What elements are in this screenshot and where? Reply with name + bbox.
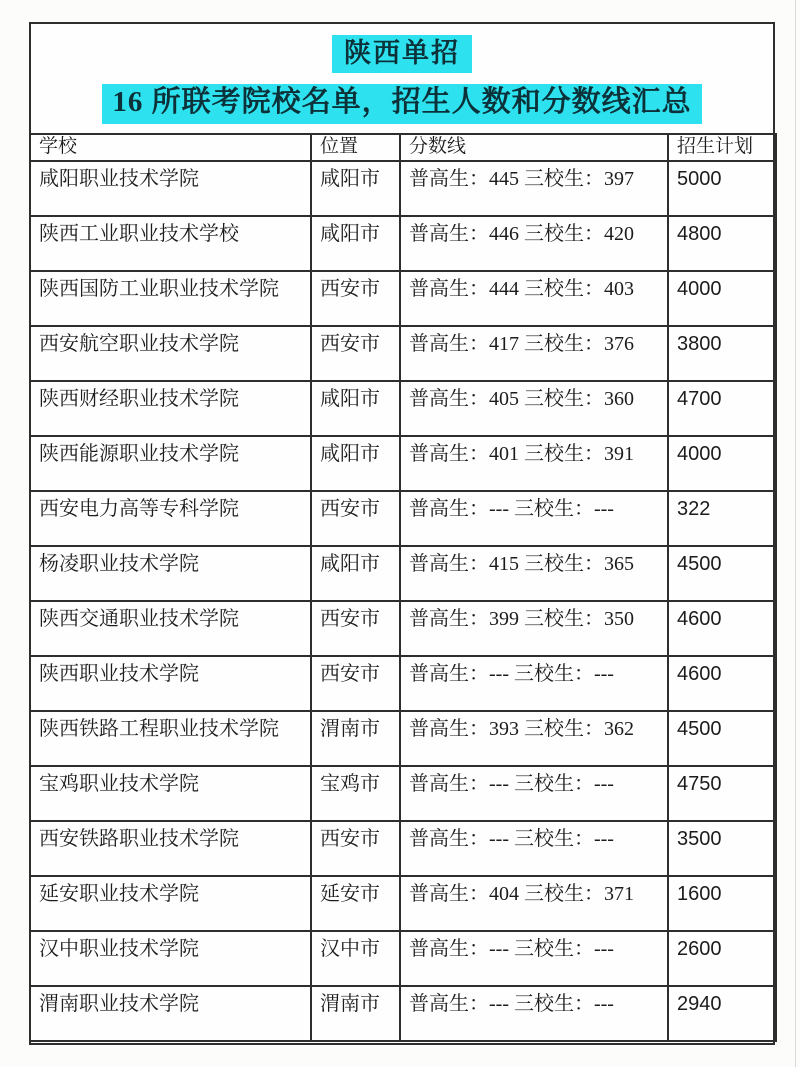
city-cell: 西安市: [311, 491, 400, 546]
table-row: [30, 271, 776, 326]
city-cell: 渭南市: [311, 986, 400, 1041]
table-row: [30, 601, 776, 656]
city-cell: 汉中市: [311, 931, 400, 986]
school-name-cell: 陕西国防工业职业技术学院: [30, 271, 311, 326]
table-row: [30, 161, 776, 216]
header-row: [30, 134, 776, 161]
score-line-cell: 普高生：415 三校生：365: [400, 546, 668, 601]
enrollment-plan-cell: 4600: [668, 656, 776, 711]
school-name-cell: 陕西工业职业技术学校: [30, 216, 311, 271]
table-row: [30, 821, 776, 876]
table-row: [30, 876, 776, 931]
enrollment-plan-cell: 3800: [668, 326, 776, 381]
table-row: [30, 381, 776, 436]
score-line-cell: 普高生：--- 三校生：---: [400, 491, 668, 546]
table-row: [30, 656, 776, 711]
score-line-cell: 普高生：444 三校生：403: [400, 271, 668, 326]
column-header-city: 位置: [311, 134, 400, 161]
enrollment-plan-cell: 1600: [668, 876, 776, 931]
score-line-cell: 普高生：417 三校生：376: [400, 326, 668, 381]
city-cell: 咸阳市: [311, 381, 400, 436]
score-line-cell: 普高生：405 三校生：360: [400, 381, 668, 436]
school-name-cell: 陕西交通职业技术学院: [30, 601, 311, 656]
city-cell: 渭南市: [311, 711, 400, 766]
city-cell: 咸阳市: [311, 216, 400, 271]
enrollment-plan-cell: 4000: [668, 436, 776, 491]
city-cell: 西安市: [311, 326, 400, 381]
score-line-cell: 普高生：--- 三校生：---: [400, 821, 668, 876]
school-name-cell: 陕西职业技术学院: [30, 656, 311, 711]
school-name-cell: 陕西能源职业技术学院: [30, 436, 311, 491]
city-cell: 延安市: [311, 876, 400, 931]
score-line-cell: 普高生：401 三校生：391: [400, 436, 668, 491]
city-cell: 宝鸡市: [311, 766, 400, 821]
admissions-table: [29, 133, 777, 1042]
city-cell: 咸阳市: [311, 546, 400, 601]
score-line-cell: 普高生：445 三校生：397: [400, 161, 668, 216]
school-name-cell: 陕西财经职业技术学院: [30, 381, 311, 436]
enrollment-plan-cell: 3500: [668, 821, 776, 876]
enrollment-plan-cell: 4750: [668, 766, 776, 821]
enrollment-plan-cell: 2940: [668, 986, 776, 1041]
enrollment-plan-cell: 4500: [668, 546, 776, 601]
score-line-cell: 普高生：393 三校生：362: [400, 711, 668, 766]
school-name-cell: 西安航空职业技术学院: [30, 326, 311, 381]
column-header-score: 分数线: [400, 134, 668, 161]
city-cell: 咸阳市: [311, 436, 400, 491]
school-name-cell: 宝鸡职业技术学院: [30, 766, 311, 821]
title-block: [31, 24, 773, 133]
table-row: [30, 326, 776, 381]
table-row: [30, 436, 776, 491]
score-line-cell: 普高生：--- 三校生：---: [400, 931, 668, 986]
school-name-cell: 杨凌职业技术学院: [30, 546, 311, 601]
table-row: [30, 711, 776, 766]
score-line-cell: 普高生：399 三校生：350: [400, 601, 668, 656]
score-line-cell: 普高生：404 三校生：371: [400, 876, 668, 931]
page-title: 陕西单招: [332, 35, 472, 73]
city-cell: 西安市: [311, 601, 400, 656]
enrollment-plan-cell: 4800: [668, 216, 776, 271]
table-row: [30, 216, 776, 271]
enrollment-plan-cell: 4700: [668, 381, 776, 436]
score-line-cell: 普高生：--- 三校生：---: [400, 656, 668, 711]
enrollment-plan-cell: 2600: [668, 931, 776, 986]
enrollment-plan-cell: 322: [668, 491, 776, 546]
score-line-cell: 普高生：--- 三校生：---: [400, 766, 668, 821]
enrollment-plan-cell: 5000: [668, 161, 776, 216]
city-cell: 咸阳市: [311, 161, 400, 216]
score-line-cell: 普高生：446 三校生：420: [400, 216, 668, 271]
score-line-cell: 普高生：--- 三校生：---: [400, 986, 668, 1041]
enrollment-plan-cell: 4500: [668, 711, 776, 766]
school-name-cell: 西安电力高等专科学院: [30, 491, 311, 546]
table-row: [30, 931, 776, 986]
enrollment-plan-cell: 4600: [668, 601, 776, 656]
school-name-cell: 渭南职业技术学院: [30, 986, 311, 1041]
table-header: [30, 134, 776, 161]
city-cell: 西安市: [311, 271, 400, 326]
city-cell: 西安市: [311, 821, 400, 876]
enrollment-plan-cell: 4000: [668, 271, 776, 326]
table-body: [30, 161, 776, 1041]
city-cell: 西安市: [311, 656, 400, 711]
school-name-cell: 延安职业技术学院: [30, 876, 311, 931]
school-name-cell: 陕西铁路工程职业技术学院: [30, 711, 311, 766]
school-name-cell: 西安铁路职业技术学院: [30, 821, 311, 876]
table-row: [30, 546, 776, 601]
table-row: [30, 766, 776, 821]
table-row: [30, 986, 776, 1041]
page-subtitle: 16 所联考院校名单，招生人数和分数线汇总: [102, 84, 701, 123]
document-frame: [29, 22, 775, 1045]
table-row: [30, 491, 776, 546]
column-header-school: 学校: [30, 134, 311, 161]
school-name-cell: 咸阳职业技术学院: [30, 161, 311, 216]
school-name-cell: 汉中职业技术学院: [30, 931, 311, 986]
column-header-plan: 招生计划: [668, 134, 776, 161]
